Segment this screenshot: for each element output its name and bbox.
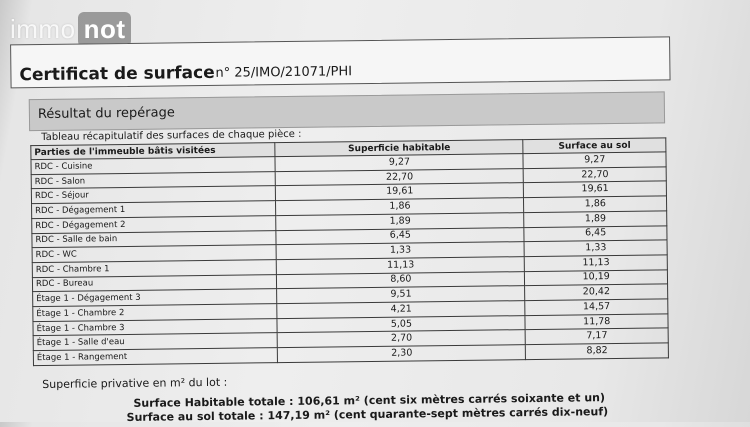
certificate-title: Certificat de surface xyxy=(19,62,215,86)
room-name-cell: Étage 1 - Dégagement 3 xyxy=(33,289,277,307)
room-name-cell: RDC - Bureau xyxy=(32,274,276,292)
room-name-cell: RDC - Dégagement 2 xyxy=(32,215,276,233)
room-name-cell: RDC - Salon xyxy=(31,171,275,189)
habitable-cell: 2,30 xyxy=(278,345,526,363)
header-habitable: Superficie habitable xyxy=(275,140,523,157)
sol-cell: 11,78 xyxy=(525,314,668,330)
certificate-header xyxy=(10,36,670,88)
sol-cell: 22,70 xyxy=(524,167,667,183)
sol-cell: 6,45 xyxy=(524,225,667,241)
sol-cell: 1,89 xyxy=(524,211,667,227)
room-name-cell: RDC - Chambre 1 xyxy=(32,260,276,278)
room-name-cell: RDC - Dégagement 1 xyxy=(32,201,276,219)
sol-cell: 1,33 xyxy=(524,240,667,256)
sol-cell: 11,13 xyxy=(525,255,668,271)
habitable-cell: 8,60 xyxy=(277,271,525,289)
section-title: Résultat du repérage xyxy=(37,105,175,123)
total-habitable-label: Surface Habitable totale : xyxy=(133,394,294,410)
certificate-reference: n° 25/IMO/21071/PHI xyxy=(215,64,353,81)
sol-cell: 7,17 xyxy=(526,328,669,344)
habitable-cell: 19,61 xyxy=(276,183,524,201)
room-name-cell: RDC - Séjour xyxy=(31,186,275,204)
sol-cell: 14,57 xyxy=(525,299,668,315)
room-name-cell: Étage 1 - Salle d'eau xyxy=(33,333,277,351)
sol-cell: 8,82 xyxy=(526,343,669,360)
sol-cell: 1,86 xyxy=(524,196,667,212)
sol-cell: 10,19 xyxy=(525,269,668,285)
habitable-cell: 1,86 xyxy=(276,198,524,216)
total-habitable-words: (cent six mètres carrés soixante et un) xyxy=(363,391,606,408)
surface-table xyxy=(30,137,669,366)
sol-cell: 19,61 xyxy=(524,181,667,197)
room-name-cell: Étage 1 - Chambre 3 xyxy=(33,318,277,336)
habitable-cell: 1,89 xyxy=(276,212,524,230)
habitable-cell: 1,33 xyxy=(276,242,524,260)
header-parts: Parties de l'immeuble bâtis visitées xyxy=(31,143,275,160)
table-intro: Tableau récapitulatif des surfaces de chaque pièce : xyxy=(41,128,302,144)
habitable-cell: 4,21 xyxy=(277,301,525,319)
total-sol-value: 147,19 m² xyxy=(267,408,331,423)
total-sol-label: Surface au sol totale : xyxy=(126,409,264,424)
total-habitable-value: 106,61 m² xyxy=(297,394,360,408)
totals-intro: Superficie privative en m² du lot : xyxy=(42,375,228,392)
habitable-cell: 11,13 xyxy=(277,257,525,275)
habitable-cell: 9,27 xyxy=(275,154,523,172)
room-name-cell: RDC - Salle de bain xyxy=(32,230,276,248)
room-name-cell: RDC - Cuisine xyxy=(31,157,275,175)
section-header xyxy=(29,91,665,131)
watermark-part1: immo xyxy=(10,14,76,44)
habitable-cell: 2,70 xyxy=(277,330,525,348)
habitable-cell: 6,45 xyxy=(276,227,524,245)
room-name-cell: Étage 1 - Chambre 2 xyxy=(33,304,277,322)
room-name-cell: Étage 1 - Rangement xyxy=(33,348,277,366)
sol-cell: 20,42 xyxy=(525,284,668,300)
sol-cell: 9,27 xyxy=(523,152,666,168)
watermark-part2: not xyxy=(78,12,132,47)
room-name-cell: RDC - WC xyxy=(32,245,276,263)
habitable-cell: 9,51 xyxy=(277,286,525,304)
header-sol: Surface au sol xyxy=(523,138,666,154)
habitable-cell: 22,70 xyxy=(275,168,523,186)
total-sol-words: (cent quarante-sept mètres carrés dix-neuf) xyxy=(333,405,609,422)
habitable-cell: 5,05 xyxy=(277,315,525,333)
